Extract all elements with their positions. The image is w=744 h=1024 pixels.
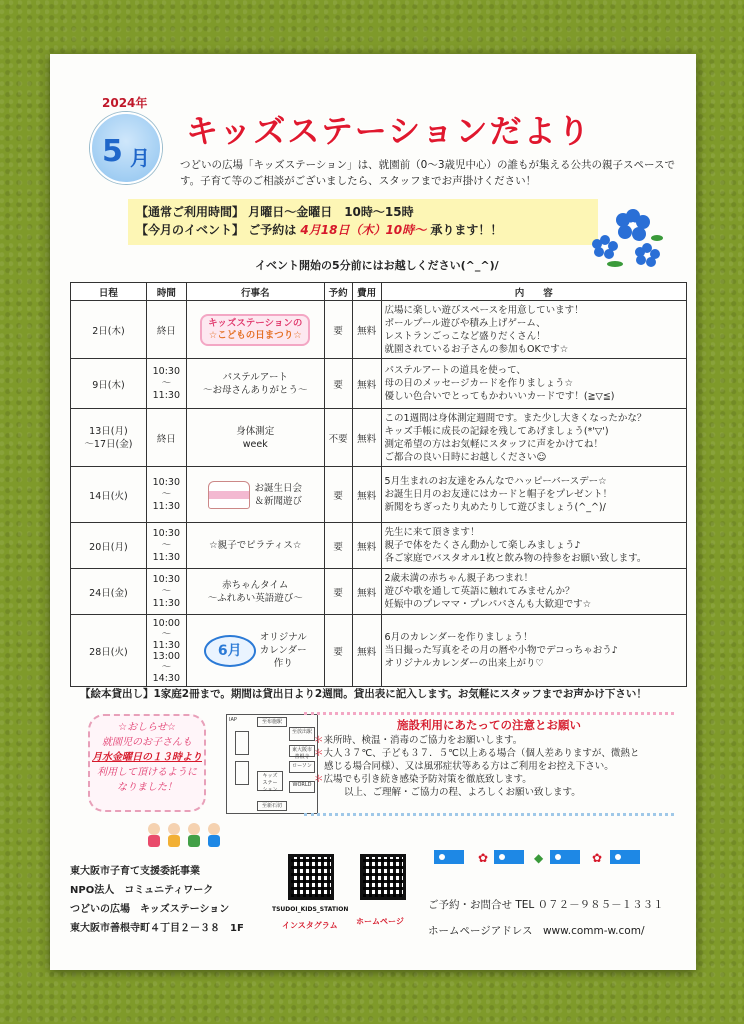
content-line: 先生に来て頂きます！ (384, 527, 480, 538)
row-time: 10:30 ～ 11:30 (146, 467, 186, 523)
homepage-label: ホームページ (356, 917, 404, 926)
content-line: パステルアートの道具を使って、 (384, 365, 526, 376)
content-line: 新聞をちぎったり丸めたりして遊びましょう(^_^)/ (384, 502, 606, 513)
reserve-prefix: ご予約は (248, 223, 297, 237)
svg-text:✿: ✿ (478, 851, 489, 865)
row-time: 10:30 ～ 11:30 (146, 359, 186, 409)
row-reserve: 要 (324, 359, 352, 409)
june-badge: 6月 (204, 635, 256, 667)
org-line: NPO法人 コミュニティワーク (70, 885, 214, 896)
month-unit: 月 (130, 146, 150, 170)
content-line: お誕生日月のお友達にはカードと帽子をプレゼント！ (384, 489, 613, 500)
row-fee: 無料 (352, 301, 381, 359)
row-time: 10:30 ～ 11:30 (146, 523, 186, 569)
table-row (71, 301, 687, 359)
hours-line-1 (136, 203, 590, 221)
table-row (71, 523, 687, 569)
row-date: 28日(火) (71, 615, 147, 687)
event-schedule-table (70, 282, 687, 687)
row-event: 身体測定 week (186, 409, 324, 467)
row-fee: 無料 (352, 359, 381, 409)
contact-tel: ご予約・お問合せ TEL ０７２－９８５－１３３１ (428, 899, 664, 911)
notice-heading: ☆おしらせ☆ (118, 722, 176, 733)
row-event (186, 467, 324, 523)
map-label: WORLD (289, 781, 315, 793)
contact-info (428, 892, 664, 944)
content-line: 2歳未満の赤ちゃん親子あつまれ！ (384, 573, 534, 584)
row-reserve: 要 (324, 569, 352, 615)
flyer-page (50, 54, 696, 970)
table-row (71, 467, 687, 523)
content-line: 遊びや歌を通して英語に触れてみませんか？ (384, 586, 575, 597)
event-text: お誕生日会 ＆新聞遊び (254, 482, 302, 507)
children-illustration-icon (144, 821, 234, 849)
map-label: IAP (229, 717, 237, 723)
svg-text:✿: ✿ (592, 851, 603, 865)
map-building (235, 761, 249, 785)
content-line: 当日撮った写真をその月の暦や小物でデコっちゃおう♪ (384, 645, 618, 656)
content-line: オリジナルカレンダーの出来上がり♡ (384, 658, 544, 669)
kids-day-festival-badge (200, 314, 310, 346)
th-event: 行事名 (186, 283, 324, 301)
content-line: 各ご家庭でバスタオル1枚と飲み物の持参をお願い致します。 (384, 553, 647, 564)
content-line: ボールプール遊びや積み上げゲーム、 (384, 317, 546, 329)
org-line: つどいの広場 キッズステーション (70, 904, 230, 915)
month-number: 5 (102, 134, 123, 169)
notice-box (88, 714, 206, 812)
blue-flowers-icon (585, 202, 665, 272)
content-line: 妊娠中のプレママ・プレパパさんも大歓迎です☆ (384, 599, 592, 610)
table-row (71, 569, 687, 615)
row-content (381, 615, 686, 687)
facility-title: 施設利用にあたっての注意とお願い (397, 718, 581, 732)
content-line: 測定希望の方はお気軽にスタッフに声をかけてね！ (384, 438, 604, 450)
notice-line: 月水金曜日の１３時より (92, 752, 202, 763)
content-line: 5月生まれのお友達をみんなでハッピーバースデー☆ (384, 476, 607, 487)
org-line: 東大阪市善根寺町４丁目２－３８ 1F (70, 923, 244, 934)
row-reserve: 要 (324, 615, 352, 687)
intro-text: つどいの広場「キッズステーション」は、就園前（0～3歳児中心）の誰もが集える公共の親子スペースです。子育て等のご相談がございましたら、スタッフまでお声掛けください！ (180, 159, 675, 187)
table-row (71, 409, 687, 467)
row-fee: 無料 (352, 409, 381, 467)
table-row (71, 359, 687, 409)
row-time: 終日 (146, 409, 186, 467)
map-label: 至放出駅 (289, 727, 315, 741)
content-line: 親子で体をたくさん動かして楽しみましょう♪ (384, 540, 581, 551)
organization-info (70, 862, 244, 938)
org-line: 東大阪市子育て支援委託事業 (70, 866, 200, 877)
content-line: ご都合の良い日時にお越しください☺ (384, 451, 547, 463)
map-label: 東大阪市 善根寺 (289, 745, 315, 757)
event-title: キッズステーションの (208, 317, 303, 329)
th-reserve: 予約 (324, 283, 352, 301)
th-time: 時間 (146, 283, 186, 301)
row-content (381, 569, 686, 615)
row-reserve: 不要 (324, 409, 352, 467)
row-date: 2日(木) (71, 301, 147, 359)
content-line: レストランごっこなど盛りだくさん！ (384, 330, 546, 342)
facility-item: 以上、ご理解・ご協力の程、よろしくお願い致します。 (344, 787, 581, 798)
row-date: 24日(金) (71, 569, 147, 615)
row-date: 9日(木) (71, 359, 147, 409)
koinobori-carp-streamer-icon (434, 846, 664, 868)
contact-web[interactable]: ホームページアドレス www.comm-w.com/ (428, 925, 645, 937)
row-content (381, 301, 686, 359)
map-label: キッズ ステー ション (257, 771, 283, 791)
row-date: 20日(月) (71, 523, 147, 569)
facility-notice (304, 712, 674, 816)
notice-line: 就園児のお子さんも (102, 737, 192, 748)
svg-text:◆: ◆ (534, 851, 544, 865)
hours-value: 月曜日～金曜日 10時～15時 (248, 205, 414, 219)
hours-box (128, 199, 598, 245)
instagram-qr-icon[interactable] (288, 854, 334, 900)
instagram-handle: TSUDOI_KIDS_STATION (272, 906, 349, 913)
reserve-suffix: 承ります！！ (430, 223, 503, 237)
row-event: ☆親子でピラティス☆ (186, 523, 324, 569)
th-fee: 費用 (352, 283, 381, 301)
map-label: ローソン (289, 761, 315, 773)
row-content (381, 467, 686, 523)
facility-item: 感じる場合同様）、又は風邪症状等ある方はご利用をお控え下さい。 (324, 761, 614, 772)
content-line: 6月のカレンダーを作りましょう！ (384, 632, 533, 643)
row-reserve: 要 (324, 467, 352, 523)
event-subtitle: ☆こどもの日まつり☆ (208, 329, 302, 341)
year-label: 2024年 (102, 96, 148, 110)
facility-item: ＊大人３７℃、子ども３７．５℃以上ある場合（個人差ありますが、微熱と (314, 748, 640, 759)
table-header-row (71, 283, 687, 301)
content-line: キッズ手帳に成長の記録を残してあげましょう(*'▽') (384, 425, 609, 437)
row-content (381, 359, 686, 409)
row-date: 14日(火) (71, 467, 147, 523)
row-event (186, 615, 324, 687)
hours-label: 【通常ご利用時間】 (136, 205, 245, 219)
map-building (235, 731, 249, 755)
notice-line: 利用して頂けるように (97, 767, 197, 778)
th-date: 日程 (71, 283, 147, 301)
notice-line: なりました！ (117, 782, 177, 793)
row-event (186, 301, 324, 359)
row-reserve: 要 (324, 523, 352, 569)
hours-line-2 (136, 221, 590, 239)
row-fee: 無料 (352, 523, 381, 569)
row-fee: 無料 (352, 569, 381, 615)
row-date: 13日(月) ～17日(金) (71, 409, 147, 467)
map-label: 至布施駅 (257, 717, 287, 727)
row-time: 10:00 ～ 11:30 13:00 ～ 14:30 (146, 615, 186, 687)
row-reserve: 要 (324, 301, 352, 359)
row-fee: 無料 (352, 467, 381, 523)
row-time: 10:30 ～ 11:30 (146, 569, 186, 615)
row-content (381, 523, 686, 569)
content-line: この1週間は身体測定週間です。また少し大きくなったかな？ (384, 412, 647, 424)
event-label: 【今月のイベント】 (136, 223, 245, 237)
map-label: 至新石切 (257, 801, 287, 811)
table-row (71, 615, 687, 687)
reserve-date: 4月18日（木）10時～ (300, 223, 427, 237)
instagram-label: インスタグラム (282, 921, 338, 930)
homepage-qr-icon[interactable] (360, 854, 406, 900)
content-line: 優しい色合いでとってもかわいいカードです！(≧▽≦) (384, 391, 615, 402)
th-content: 内 容 (381, 283, 686, 301)
event-text: オリジナル カレンダー 作り (259, 632, 307, 669)
content-line: 母の日のメッセージカードを作りましょう☆ (384, 378, 573, 389)
facility-item: ＊来所時、検温・消毒のご協力をお願いします。 (314, 735, 523, 746)
page-title: キッズステーションだより (186, 112, 592, 150)
facility-item: ＊広場でも引き続き感染予防対策を徹底致します。 (314, 774, 532, 785)
row-content (381, 409, 686, 467)
picture-book-lending: 【絵本貸出し】1家庭2冊まで。期間は貸出日より2週間。貸出表に記入します。お気軽にスタッフまでお声かけ下さい！ (80, 688, 647, 700)
row-event: パステルアート ～お母さんありがとう～ (186, 359, 324, 409)
content-line: 広場に楽しい遊びスペースを用意しています！ (384, 304, 584, 316)
row-time: 終日 (146, 301, 186, 359)
row-fee: 無料 (352, 615, 381, 687)
event-note: イベント開始の5分前にはお越しください(^_^)/ (255, 259, 499, 272)
row-event: 赤ちゃんタイム ～ふれあい英語遊び～ (186, 569, 324, 615)
birthday-cake-icon (208, 481, 250, 509)
month-badge-icon (90, 112, 162, 184)
content-line: 就園されているお子さんの参加もOKです☆ (384, 343, 569, 355)
